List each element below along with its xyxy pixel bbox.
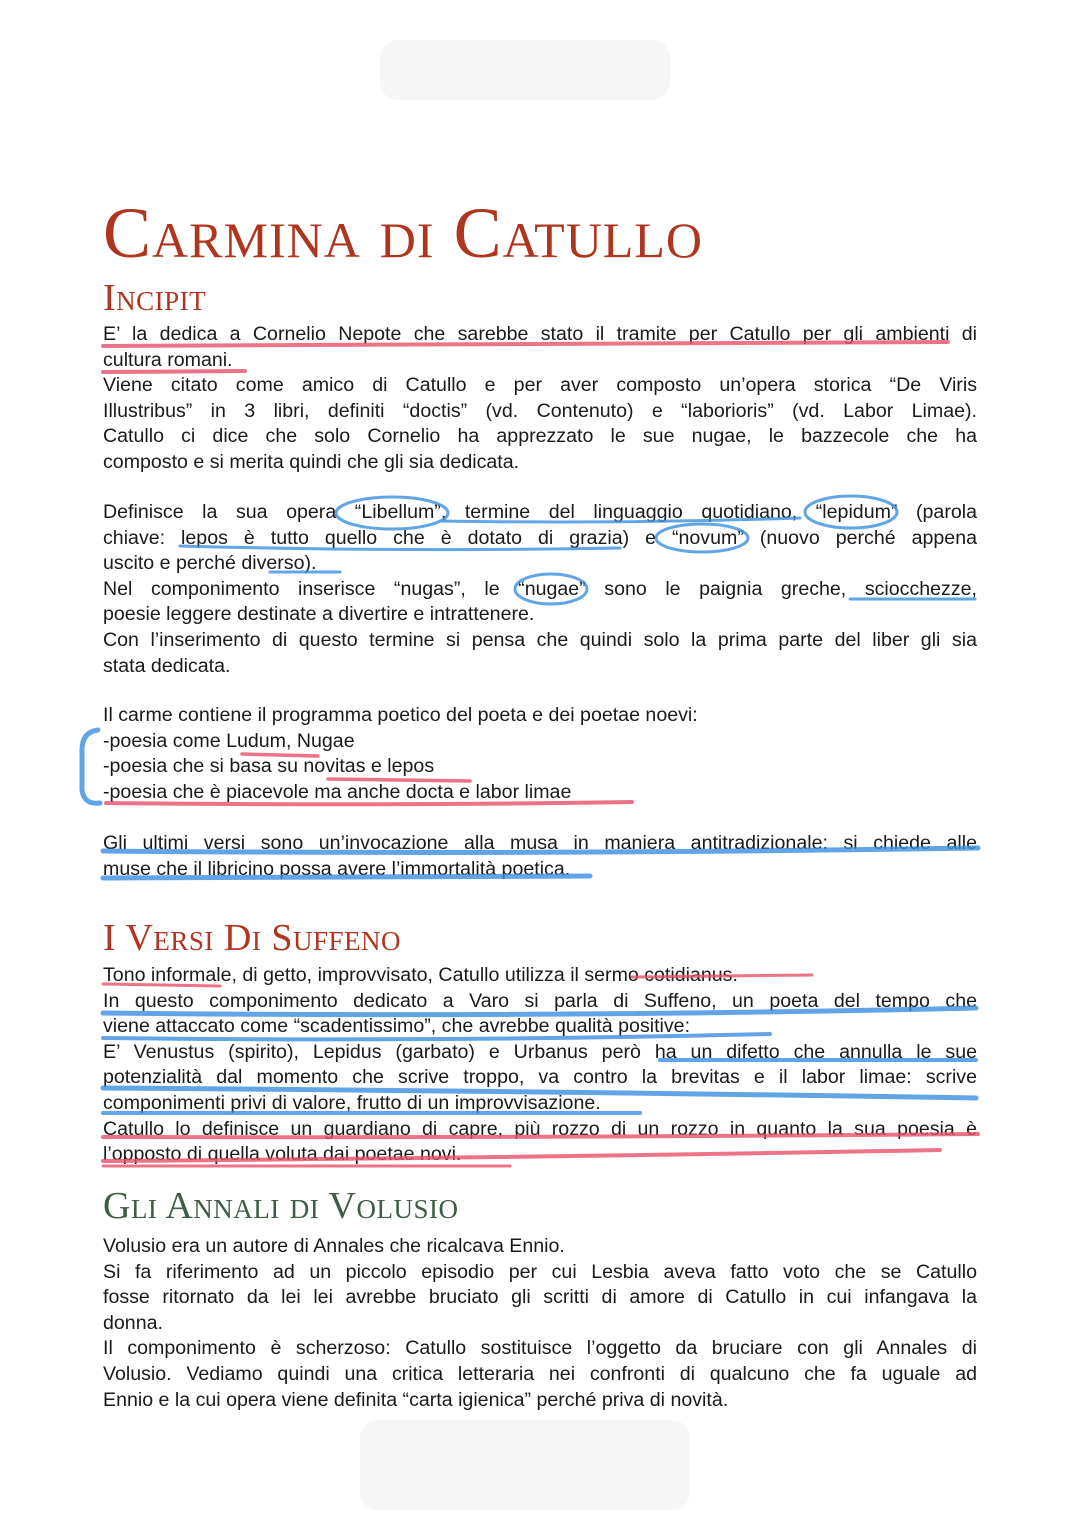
incipit-paragraph-2 (103, 500, 977, 679)
incipit-paragraph-4 (103, 831, 977, 882)
blue-bracket (82, 730, 100, 803)
text-line: chiave: lepos è tutto quello che è dotato di grazia) e “novum” (nuovo perché appena (103, 526, 977, 549)
text-line: Si fa riferimento ad un piccolo episodio per cui Lesbia aveva fatto voto che se Catullo (103, 1260, 977, 1283)
list-item: -poesia che si basa su novitas e lepos (103, 755, 435, 778)
text-line: Definisce la sua opera “Libellum”, termine del linguaggio quotidiano, “lepidum” (parola (103, 501, 977, 523)
text-line: viene attaccato come “scadentissimo”, che avrebbe qualità positive: (103, 1015, 691, 1038)
text-line: Catullo lo definisce un guardiano di capre, più rozzo di un rozzo in quanto la sua poesia è (103, 1117, 977, 1140)
text-line: stata dedicata. (103, 654, 231, 677)
text-line: Illustribus” in 3 libri, definiti “doctis” (vd. Contenuto) e “laborioris” (vd. Labor Limae). (103, 399, 977, 422)
text-line: l’opposto di quella voluta dai poetae novi. (103, 1143, 462, 1166)
incipit-paragraph-3 (103, 703, 977, 805)
section-heading-volusio: Gli Annali di Volusio (103, 1185, 459, 1227)
text-line: Con l’inserimento di questo termine si pensa che quindi solo la prima parte del liber gli sia (103, 628, 977, 651)
text-line: Gli ultimi versi sono un’invocazione alla musa in maniera antitradizionale: si chiede alle (103, 832, 977, 854)
text-line: donna. (103, 1311, 163, 1334)
text-line: Volusio era un autore di Annales che ricalcava Ennio. (103, 1235, 565, 1257)
text-line: E’ Venustus (spirito), Lepidus (garbato) e Urbanus però ha un difetto che annulla le sue (103, 1040, 977, 1063)
text-line: poesie leggere destinate a divertire e intrattenere. (103, 603, 535, 626)
incipit-paragraph-1 (103, 322, 977, 476)
section-heading-suffeno: I Versi Di Suffeno (103, 917, 402, 959)
text-line: Ennio e la cui opera viene definita “carta igienica” perché priva di novità. (103, 1388, 729, 1411)
text-line: uscito e perché diverso). (103, 552, 317, 575)
text-line: In questo componimento dedicato a Varo si parla di Suffeno, un poeta del tempo che (103, 989, 977, 1012)
list-item: -poesia come Ludum, Nugae (103, 729, 355, 752)
text-line: Volusio. Vediamo quindi una critica letteraria nei confronti di qualcuno che fa uguale ad (103, 1362, 977, 1385)
text-line: potenzialità dal momento che scrive troppo, va contro la brevitas e il labor limae: scrive (103, 1066, 977, 1089)
text-line: E’ la dedica a Cornelio Nepote che sarebbe stato il tramite per Catullo per gli ambienti di (103, 323, 977, 345)
text-line: Tono informale, di getto, improvvisato, Catullo utilizza il sermo cotidianus. (103, 964, 738, 986)
suffeno-paragraph (103, 963, 977, 1168)
page-title: Carmina di Catullo (103, 193, 703, 273)
text-line: Il componimento è scherzoso: Catullo sostituisce l’oggetto da bruciare con gli Annales di (103, 1337, 977, 1360)
text-line: composto e si merita quindi che gli sia dedicata. (103, 450, 520, 473)
text-line: Nel componimento inserisce “nugas”, le “nugae” sono le paignia greche, sciocchezze, (103, 577, 977, 600)
text-line: cultura romani. (103, 348, 233, 371)
text-line: Il carme contiene il programma poetico del poeta e dei poetae noevi: (103, 704, 698, 726)
text-line: fosse ritornato da lei lei avrebbe bruciato gli scritti di amore di Catullo in cui infangava la (103, 1286, 977, 1309)
text-line: Viene citato come amico di Catullo e per aver composto un’opera storica “De Viris (103, 374, 977, 397)
volusio-paragraph (103, 1234, 977, 1413)
scan-smudge (380, 40, 670, 100)
text-line: componimenti privi di valore, frutto di un improvvisazione. (103, 1091, 601, 1114)
text-line: muse che il libricino possa avere l’immortalità poetica. (103, 857, 571, 880)
scan-smudge (360, 1420, 690, 1510)
text-line: Catullo ci dice che solo Cornelio ha apprezzato le sue nugae, le bazzecole che ha (103, 425, 977, 448)
list-item: -poesia che è piacevole ma anche docta e labor limae (103, 780, 572, 803)
section-heading-incipit: Incipit (103, 277, 207, 319)
